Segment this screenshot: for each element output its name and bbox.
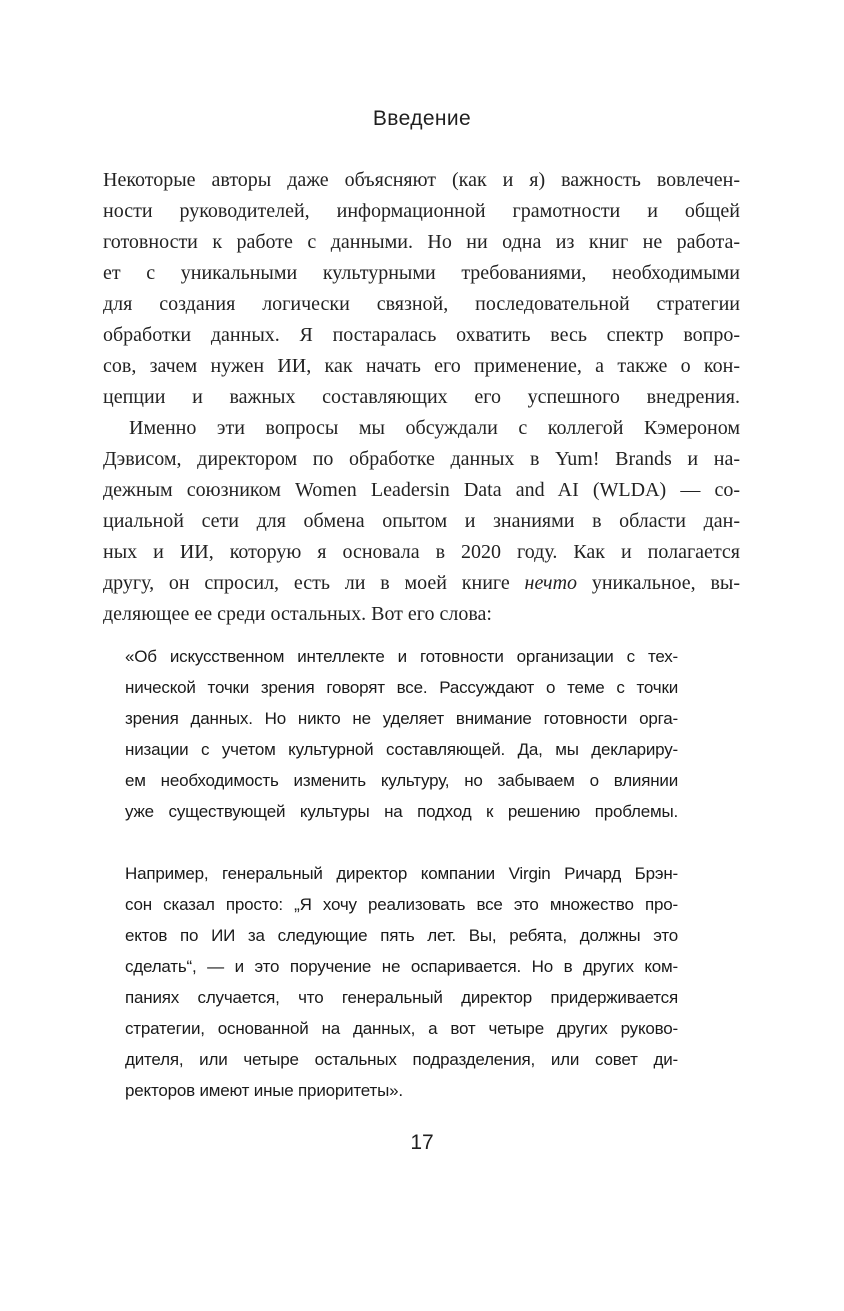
text-line: сделать“, — и это поручение не оспаривается. Но в других ком- bbox=[125, 957, 678, 976]
page-number: 17 bbox=[410, 1131, 434, 1154]
text-line: низации с учетом культурной составляющей. Да, мы деклариру- bbox=[125, 740, 678, 759]
text-line: для создания логически связной, последовательной стратегии bbox=[103, 293, 740, 315]
text-line: готовности к работе с данными. Но ни одна из книг не работа- bbox=[103, 231, 740, 253]
text-line: ных и ИИ, которую я основала в 2020 году. Как и полагается bbox=[103, 541, 740, 563]
paragraph bbox=[125, 641, 678, 827]
text-line: нической точки зрения говорят все. Рассуждают о теме с точки bbox=[125, 678, 678, 697]
paragraph bbox=[103, 165, 740, 413]
text-run: уникальное, вы- bbox=[577, 572, 740, 594]
text-line bbox=[103, 568, 740, 599]
text-line: ности руководителей, информационной грамотности и общей bbox=[103, 200, 740, 222]
text-line: ет с уникальными культурными требованиями, необходимыми bbox=[103, 262, 740, 284]
paragraph bbox=[103, 413, 740, 630]
text-line: Дэвисом, директором по обработке данных в Yum! Brands и на- bbox=[103, 448, 740, 470]
text-line: ем необходимость изменить культуру, но забываем о влиянии bbox=[125, 771, 678, 790]
text-line: деляющее ее среди остальных. Вот его слова: bbox=[103, 603, 492, 625]
quote-block bbox=[125, 641, 678, 1106]
text-line: сов, зачем нужен ИИ, как начать его применение, а также о кон- bbox=[103, 355, 740, 377]
text-line: уже существующей культуры на подход к решению проблемы. bbox=[125, 802, 678, 821]
text-line: «Об искусственном интеллекте и готовности организации с тех- bbox=[125, 647, 678, 666]
text-run: другу, он спросил, есть ли в моей книге bbox=[103, 572, 525, 594]
text-line: цепции и важных составляющих его успешного внедрения. bbox=[103, 386, 740, 408]
text-line: ектов по ИИ за следующие пять лет. Вы, ребята, должны это bbox=[125, 926, 678, 945]
text-line: дителя, или четыре остальных подразделения, или совет ди- bbox=[125, 1050, 678, 1069]
text-line: ректоров имеют иные приоритеты». bbox=[125, 1081, 403, 1100]
text-line: Именно эти вопросы мы обсуждали с коллегой Кэмероном bbox=[129, 417, 740, 439]
italic-text-run: нечто bbox=[524, 572, 578, 594]
chapter-title: Введение bbox=[372, 107, 472, 130]
text-line: обработки данных. Я постаралась охватить весь спектр вопро- bbox=[103, 324, 740, 346]
paragraph bbox=[125, 858, 678, 1106]
text-line: циальной сети для обмена опытом и знаниями в области дан- bbox=[103, 510, 740, 532]
body-text bbox=[103, 165, 740, 630]
text-line: дежным союзником Women Leadersin Data and AI (WLDA) — со- bbox=[103, 479, 740, 501]
text-line: паниях случается, что генеральный директор придерживается bbox=[125, 988, 678, 1007]
text-line: зрения данных. Но никто не уделяет внимание готовности орга- bbox=[125, 709, 678, 728]
text-line: сон сказал просто: „Я хочу реализовать все это множество про- bbox=[125, 895, 678, 914]
text-line: Некоторые авторы даже объясняют (как и я) важность вовлечен- bbox=[103, 169, 740, 191]
text-line: стратегии, основанной на данных, а вот четыре других руково- bbox=[125, 1019, 678, 1038]
text-line: Например, генеральный директор компании Virgin Ричард Брэн- bbox=[125, 864, 678, 883]
